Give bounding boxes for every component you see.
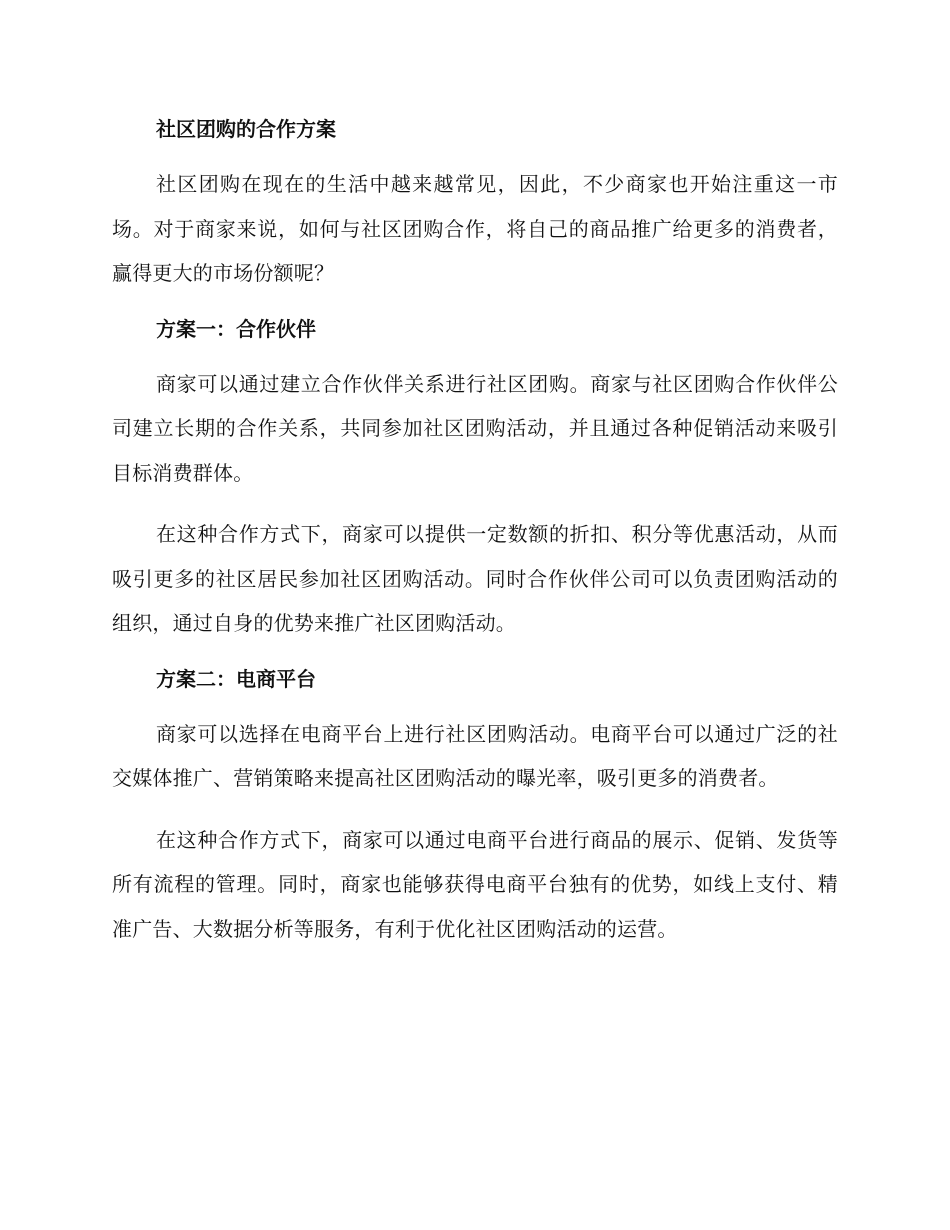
- section-1-paragraph-2: 在这种合作方式下，商家可以提供一定数额的折扣、积分等优惠活动，从而吸引更多的社区居民参加社区团购活动。同时合作伙伴公司可以负责团购活动的组织，通过自身的优势来推广社区团购活动。: [112, 522, 838, 635]
- document-title: 社区团购的合作方案: [156, 117, 336, 141]
- intro-paragraph: 社区团购在现在的生活中越来越常见，因此，不少商家也开始注重这一市场。对于商家来说，如何与社区团购合作，将自己的商品推广给更多的消费者，赢得更大的市场份额呢？: [112, 172, 838, 285]
- section-2-paragraph-2: 在这种合作方式下，商家可以通过电商平台进行商品的展示、促销、发货等所有流程的管理。同时，商家也能够获得电商平台独有的优势，如线上支付、精准广告、大数据分析等服务，有利于优化社区团购活动的运营。: [112, 827, 838, 941]
- section-2-heading: 方案二：电商平台: [156, 666, 316, 691]
- section-1-paragraph-1: 商家可以通过建立合作伙伴关系进行社区团购。商家与社区团购合作伙伴公司建立长期的合作关系，共同参加社区团购活动，并且通过各种促销活动来吸引目标消费群体。: [112, 371, 838, 485]
- section-2-paragraph-1: 商家可以选择在电商平台上进行社区团购活动。电商平台可以通过广泛的社交媒体推广、营销策略来提高社区团购活动的曝光率，吸引更多的消费者。: [112, 721, 838, 790]
- section-1-heading: 方案一：合作伙伴: [156, 316, 316, 341]
